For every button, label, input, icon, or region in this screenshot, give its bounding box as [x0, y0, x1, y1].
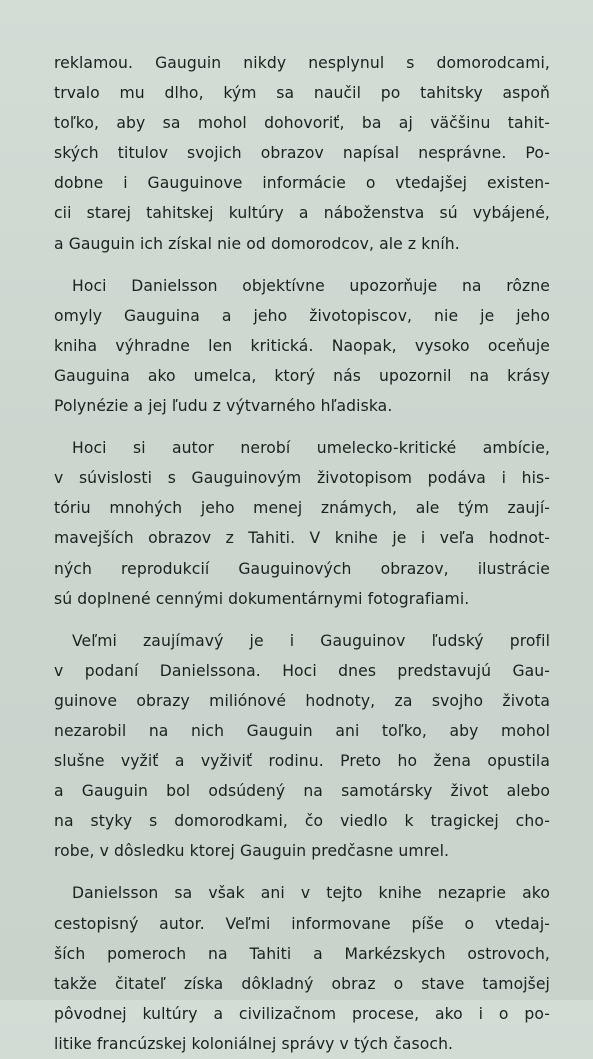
text-line: takže čitateľ získa dôkladný obraz o stave tamojšej	[54, 974, 550, 993]
text-line: nezarobil na nich Gauguin ani toľko, aby mohol	[54, 721, 550, 740]
text-line: v súvislosti s Gauguinovým životopisom podáva i his-	[54, 469, 550, 488]
text-line: robe, v dôsledku ktorej Gauguin predčasne umrel.	[54, 842, 450, 861]
text-line: Hoci Danielsson objektívne upozorňuje na rôzne	[72, 276, 550, 295]
text-line: Gauguina ako umelca, ktorý nás upozornil na krásy	[54, 366, 550, 385]
text-line: guinove obrazy miliónové hodnoty, za svojho života	[54, 691, 550, 710]
text-line: mavejších obrazov z Tahiti. V knihe je i veľa hodnot-	[54, 529, 550, 548]
text-line: ších pomeroch na Tahiti a Markézskych ostrovoch,	[54, 944, 550, 963]
paragraph-3	[54, 433, 553, 614]
text-line: ných reprodukcií Gauguinových obrazov, ilustrácie	[54, 559, 550, 578]
text-line: v podaní Danielssona. Hoci dnes predstavujú Gau-	[54, 661, 550, 680]
text-line: trvalo mu dlho, kým sa naučil po tahitsky aspoň	[54, 84, 550, 103]
text-line: reklamou. Gauguin nikdy nesplynul s domorodcami,	[54, 54, 550, 72]
paragraph-1	[54, 48, 553, 259]
text-line: Polynézie a jej ľudu z výtvarného hľadiska.	[54, 397, 393, 416]
paragraph-4	[54, 626, 553, 867]
text-line: dobne i Gauguinove informácie o vtedajšej existen-	[54, 174, 550, 193]
text-line: Danielsson sa však ani v tejto knihe nezaprie ako	[72, 884, 550, 903]
paragraph-5	[54, 878, 553, 1059]
text-line: cestopisný autor. Veľmi informovane píše o vtedaj-	[54, 914, 550, 933]
text-line: a Gauguin ich získal nie od domorodcov, ale z kníh.	[54, 234, 460, 253]
text-line: cii starej tahitskej kultúry a náboženstva sú vybájené,	[54, 204, 550, 223]
text-line: Hoci si autor nerobí umelecko-kritické ambície,	[72, 439, 550, 458]
text-line: ských titulov svojich obrazov napísal nesprávne. Po-	[54, 144, 550, 163]
text-line: a Gauguin bol odsúdený na samotársky život alebo	[54, 782, 550, 801]
text-line: pôvodnej kultúry a civilizačnom procese, ako i o po-	[54, 1004, 550, 1023]
text-line: slušne vyžiť a vyživiť rodinu. Preto ho žena opustila	[54, 752, 550, 771]
text-line: na styky s domorodkami, čo viedlo k tragickej cho-	[54, 812, 550, 831]
paragraph-2	[54, 271, 553, 421]
text-line: kniha výhradne len kritická. Naopak, vysoko oceňuje	[54, 336, 550, 355]
text-line: Veľmi zaujímavý je i Gauguinov ľudský profil	[72, 631, 550, 650]
text-line: litike francúzskej koloniálnej správy v tých časoch.	[54, 1034, 454, 1053]
text-line: tóriu mnohých jeho menej známych, ale tým zaují-	[54, 499, 550, 518]
text-line: toľko, aby sa mohol dohovoriť, ba aj väčšinu tahit-	[54, 114, 550, 133]
text-body	[54, 48, 553, 1059]
text-line: omyly Gauguina a jeho životopiscov, nie je jeho	[54, 306, 550, 325]
text-line: sú doplnené cennými dokumentárnymi fotografiami.	[54, 589, 470, 608]
